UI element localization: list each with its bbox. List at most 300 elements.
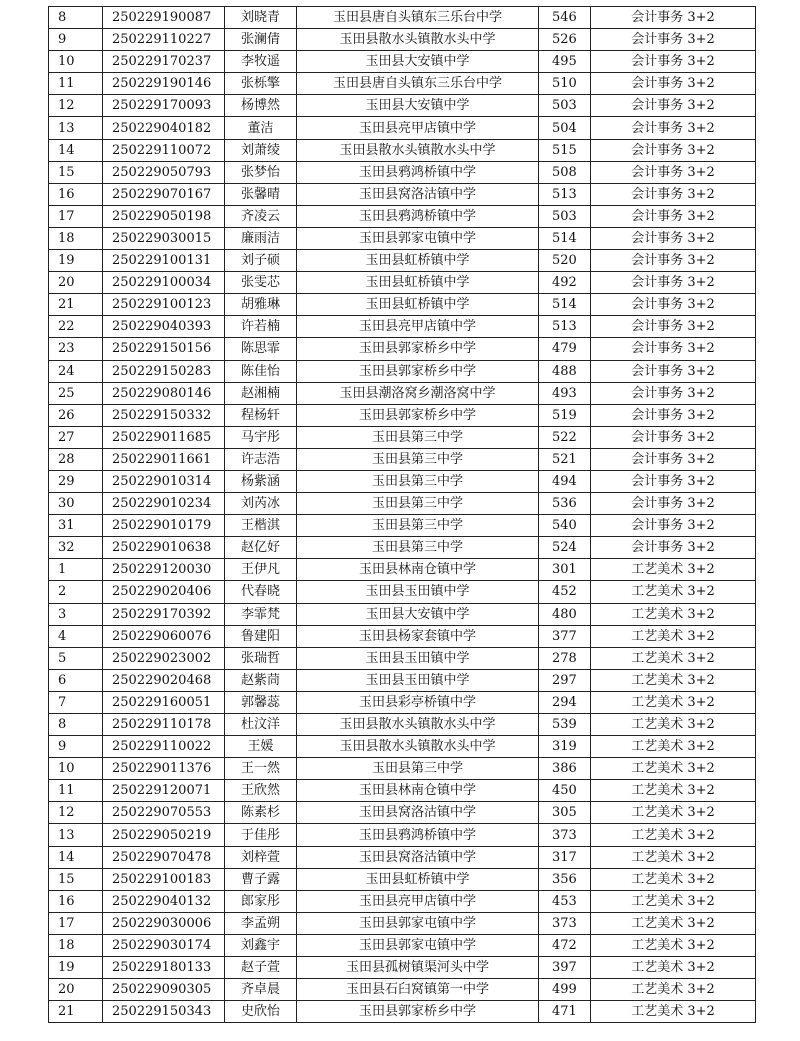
admission-table — [48, 6, 756, 1023]
exam-score-cell: 319 — [539, 736, 591, 758]
row-number-cell: 20 — [49, 272, 103, 294]
table-row — [49, 470, 756, 492]
student-id-cell: 250229110178 — [103, 714, 225, 736]
school-name-cell: 玉田县石臼窝镇第一中学 — [297, 979, 539, 1001]
major-program-cell: 工艺美术 3+2 — [591, 647, 756, 669]
row-number-cell: 4 — [49, 625, 103, 647]
student-name-cell: 齐凌云 — [225, 205, 297, 227]
exam-score-cell: 495 — [539, 51, 591, 73]
major-program-cell: 会计事务 3+2 — [591, 29, 756, 51]
major-program-cell: 会计事务 3+2 — [591, 161, 756, 183]
school-name-cell: 玉田县杨家套镇中学 — [297, 625, 539, 647]
major-program-cell: 会计事务 3+2 — [591, 515, 756, 537]
exam-score-cell: 504 — [539, 117, 591, 139]
student-id-cell: 250229023002 — [103, 647, 225, 669]
exam-score-cell: 479 — [539, 338, 591, 360]
student-id-cell: 250229030174 — [103, 934, 225, 956]
major-program-cell: 工艺美术 3+2 — [591, 868, 756, 890]
row-number-cell: 14 — [49, 846, 103, 868]
exam-score-cell: 514 — [539, 227, 591, 249]
row-number-cell: 32 — [49, 537, 103, 559]
exam-score-cell: 494 — [539, 470, 591, 492]
school-name-cell: 玉田县玉田镇中学 — [297, 669, 539, 691]
school-name-cell: 玉田县第三中学 — [297, 426, 539, 448]
exam-score-cell: 492 — [539, 272, 591, 294]
exam-score-cell: 499 — [539, 979, 591, 1001]
major-program-cell: 工艺美术 3+2 — [591, 559, 756, 581]
row-number-cell: 29 — [49, 470, 103, 492]
exam-score-cell: 373 — [539, 824, 591, 846]
table-row — [49, 824, 756, 846]
row-number-cell: 19 — [49, 957, 103, 979]
table-row — [49, 7, 756, 29]
table-row — [49, 912, 756, 934]
row-number-cell: 2 — [49, 581, 103, 603]
major-program-cell: 会计事务 3+2 — [591, 448, 756, 470]
exam-score-cell: 514 — [539, 294, 591, 316]
student-id-cell: 250229110022 — [103, 736, 225, 758]
student-id-cell: 250229030015 — [103, 227, 225, 249]
student-name-cell: 刘萧绫 — [225, 139, 297, 161]
student-name-cell: 张栎擎 — [225, 73, 297, 95]
major-program-cell: 工艺美术 3+2 — [591, 691, 756, 713]
student-name-cell: 赵子萱 — [225, 957, 297, 979]
table-row — [49, 647, 756, 669]
row-number-cell: 26 — [49, 404, 103, 426]
exam-score-cell: 526 — [539, 29, 591, 51]
table-row — [49, 73, 756, 95]
major-program-cell: 工艺美术 3+2 — [591, 780, 756, 802]
exam-score-cell: 519 — [539, 404, 591, 426]
student-name-cell: 李牧遥 — [225, 51, 297, 73]
school-name-cell: 玉田县散水头镇散水头中学 — [297, 736, 539, 758]
table-row — [49, 205, 756, 227]
student-id-cell: 250229040393 — [103, 316, 225, 338]
table-row — [49, 493, 756, 515]
student-id-cell: 250229150283 — [103, 360, 225, 382]
row-number-cell: 5 — [49, 647, 103, 669]
student-id-cell: 250229090305 — [103, 979, 225, 1001]
row-number-cell: 9 — [49, 29, 103, 51]
student-id-cell: 250229100123 — [103, 294, 225, 316]
student-name-cell: 刘梓萱 — [225, 846, 297, 868]
table-row — [49, 934, 756, 956]
row-number-cell: 14 — [49, 139, 103, 161]
student-name-cell: 刘鑫宇 — [225, 934, 297, 956]
school-name-cell: 玉田县第三中学 — [297, 448, 539, 470]
exam-score-cell: 503 — [539, 205, 591, 227]
major-program-cell: 会计事务 3+2 — [591, 250, 756, 272]
school-name-cell: 玉田县虹桥镇中学 — [297, 294, 539, 316]
student-id-cell: 250229180133 — [103, 957, 225, 979]
school-name-cell: 玉田县散水头镇散水头中学 — [297, 139, 539, 161]
major-program-cell: 会计事务 3+2 — [591, 404, 756, 426]
student-name-cell: 代春晓 — [225, 581, 297, 603]
row-number-cell: 17 — [49, 205, 103, 227]
student-id-cell: 250229170093 — [103, 95, 225, 117]
school-name-cell: 玉田县第三中学 — [297, 515, 539, 537]
school-name-cell: 玉田县窝洛沽镇中学 — [297, 802, 539, 824]
exam-score-cell: 513 — [539, 316, 591, 338]
table-row — [49, 448, 756, 470]
major-program-cell: 工艺美术 3+2 — [591, 736, 756, 758]
table-row — [49, 537, 756, 559]
school-name-cell: 玉田县鸦鸿桥镇中学 — [297, 824, 539, 846]
school-name-cell: 玉田县郭家桥乡中学 — [297, 338, 539, 360]
student-id-cell: 250229040182 — [103, 117, 225, 139]
row-number-cell: 11 — [49, 780, 103, 802]
major-program-cell: 工艺美术 3+2 — [591, 890, 756, 912]
exam-score-cell: 471 — [539, 1001, 591, 1023]
exam-score-cell: 472 — [539, 934, 591, 956]
student-id-cell: 250229010234 — [103, 493, 225, 515]
row-number-cell: 23 — [49, 338, 103, 360]
exam-score-cell: 453 — [539, 890, 591, 912]
major-program-cell: 会计事务 3+2 — [591, 537, 756, 559]
exam-score-cell: 294 — [539, 691, 591, 713]
exam-score-cell: 521 — [539, 448, 591, 470]
student-id-cell: 250229050793 — [103, 161, 225, 183]
student-name-cell: 曹子露 — [225, 868, 297, 890]
school-name-cell: 玉田县散水头镇散水头中学 — [297, 714, 539, 736]
table-row — [49, 780, 756, 802]
major-program-cell: 工艺美术 3+2 — [591, 714, 756, 736]
table-row — [49, 581, 756, 603]
student-name-cell: 马宇彤 — [225, 426, 297, 448]
row-number-cell: 17 — [49, 912, 103, 934]
row-number-cell: 16 — [49, 183, 103, 205]
school-name-cell: 玉田县鸦鸿桥镇中学 — [297, 161, 539, 183]
table-row — [49, 714, 756, 736]
student-id-cell: 250229070553 — [103, 802, 225, 824]
major-program-cell: 会计事务 3+2 — [591, 426, 756, 448]
major-program-cell: 会计事务 3+2 — [591, 382, 756, 404]
school-name-cell: 玉田县窝洛沽镇中学 — [297, 846, 539, 868]
table-row — [49, 404, 756, 426]
row-number-cell: 16 — [49, 890, 103, 912]
student-name-cell: 李孟朔 — [225, 912, 297, 934]
student-name-cell: 许志浩 — [225, 448, 297, 470]
exam-score-cell: 305 — [539, 802, 591, 824]
major-program-cell: 会计事务 3+2 — [591, 316, 756, 338]
table-row — [49, 382, 756, 404]
table-row — [49, 316, 756, 338]
student-id-cell: 250229011685 — [103, 426, 225, 448]
row-number-cell: 19 — [49, 250, 103, 272]
student-name-cell: 王媛 — [225, 736, 297, 758]
major-program-cell: 工艺美术 3+2 — [591, 957, 756, 979]
row-number-cell: 8 — [49, 714, 103, 736]
student-id-cell: 250229100131 — [103, 250, 225, 272]
student-id-cell: 250229190146 — [103, 73, 225, 95]
school-name-cell: 玉田县第三中学 — [297, 493, 539, 515]
table-row — [49, 691, 756, 713]
student-id-cell: 250229070478 — [103, 846, 225, 868]
row-number-cell: 20 — [49, 979, 103, 1001]
school-name-cell: 玉田县虹桥镇中学 — [297, 272, 539, 294]
student-name-cell: 董洁 — [225, 117, 297, 139]
row-number-cell: 28 — [49, 448, 103, 470]
exam-score-cell: 452 — [539, 581, 591, 603]
table-row — [49, 95, 756, 117]
row-number-cell: 27 — [49, 426, 103, 448]
major-program-cell: 会计事务 3+2 — [591, 338, 756, 360]
table-row — [49, 758, 756, 780]
exam-score-cell: 546 — [539, 7, 591, 29]
table-row — [49, 51, 756, 73]
school-name-cell: 玉田县玉田镇中学 — [297, 647, 539, 669]
exam-score-cell: 520 — [539, 250, 591, 272]
exam-score-cell: 356 — [539, 868, 591, 890]
exam-score-cell: 317 — [539, 846, 591, 868]
major-program-cell: 工艺美术 3+2 — [591, 1001, 756, 1023]
major-program-cell: 会计事务 3+2 — [591, 95, 756, 117]
major-program-cell: 会计事务 3+2 — [591, 205, 756, 227]
student-name-cell: 胡雅琳 — [225, 294, 297, 316]
table-row — [49, 183, 756, 205]
student-name-cell: 程杨轩 — [225, 404, 297, 426]
row-number-cell: 24 — [49, 360, 103, 382]
exam-score-cell: 386 — [539, 758, 591, 780]
exam-score-cell: 524 — [539, 537, 591, 559]
major-program-cell: 工艺美术 3+2 — [591, 758, 756, 780]
exam-score-cell: 510 — [539, 73, 591, 95]
student-id-cell: 250229060076 — [103, 625, 225, 647]
row-number-cell: 31 — [49, 515, 103, 537]
table-row — [49, 957, 756, 979]
student-name-cell: 张馨晴 — [225, 183, 297, 205]
student-name-cell: 赵湘楠 — [225, 382, 297, 404]
table-row — [49, 979, 756, 1001]
major-program-cell: 会计事务 3+2 — [591, 7, 756, 29]
row-number-cell: 1 — [49, 559, 103, 581]
student-id-cell: 250229120071 — [103, 780, 225, 802]
major-program-cell: 工艺美术 3+2 — [591, 625, 756, 647]
row-number-cell: 7 — [49, 691, 103, 713]
school-name-cell: 玉田县郭家屯镇中学 — [297, 912, 539, 934]
major-program-cell: 会计事务 3+2 — [591, 272, 756, 294]
row-number-cell: 11 — [49, 73, 103, 95]
student-id-cell: 250229170392 — [103, 603, 225, 625]
school-name-cell: 玉田县唐自头镇东三乐台中学 — [297, 7, 539, 29]
row-number-cell: 21 — [49, 1001, 103, 1023]
row-number-cell: 30 — [49, 493, 103, 515]
row-number-cell: 15 — [49, 161, 103, 183]
exam-score-cell: 493 — [539, 382, 591, 404]
major-program-cell: 工艺美术 3+2 — [591, 824, 756, 846]
table-row — [49, 625, 756, 647]
exam-score-cell: 522 — [539, 426, 591, 448]
exam-score-cell: 540 — [539, 515, 591, 537]
student-name-cell: 史欣怡 — [225, 1001, 297, 1023]
student-name-cell: 杨博然 — [225, 95, 297, 117]
student-id-cell: 250229110227 — [103, 29, 225, 51]
major-program-cell: 工艺美术 3+2 — [591, 669, 756, 691]
student-name-cell: 张澜倩 — [225, 29, 297, 51]
table-row — [49, 890, 756, 912]
table-row — [49, 250, 756, 272]
student-name-cell: 郎家彤 — [225, 890, 297, 912]
student-id-cell: 250229010638 — [103, 537, 225, 559]
major-program-cell: 会计事务 3+2 — [591, 294, 756, 316]
table-row — [49, 294, 756, 316]
school-name-cell: 玉田县大安镇中学 — [297, 603, 539, 625]
student-id-cell: 250229120030 — [103, 559, 225, 581]
exam-score-cell: 377 — [539, 625, 591, 647]
table-row — [49, 1001, 756, 1023]
table-row — [49, 227, 756, 249]
student-id-cell: 250229050219 — [103, 824, 225, 846]
exam-score-cell: 450 — [539, 780, 591, 802]
student-name-cell: 廉雨洁 — [225, 227, 297, 249]
student-id-cell: 250229110072 — [103, 139, 225, 161]
row-number-cell: 25 — [49, 382, 103, 404]
major-program-cell: 会计事务 3+2 — [591, 470, 756, 492]
student-id-cell: 250229170237 — [103, 51, 225, 73]
table-row — [49, 338, 756, 360]
major-program-cell: 工艺美术 3+2 — [591, 934, 756, 956]
exam-score-cell: 278 — [539, 647, 591, 669]
student-name-cell: 齐卓晨 — [225, 979, 297, 1001]
row-number-cell: 10 — [49, 51, 103, 73]
major-program-cell: 会计事务 3+2 — [591, 139, 756, 161]
major-program-cell: 工艺美术 3+2 — [591, 802, 756, 824]
school-name-cell: 玉田县郭家屯镇中学 — [297, 934, 539, 956]
major-program-cell: 会计事务 3+2 — [591, 227, 756, 249]
major-program-cell: 会计事务 3+2 — [591, 183, 756, 205]
student-id-cell: 250229190087 — [103, 7, 225, 29]
school-name-cell: 玉田县郭家桥乡中学 — [297, 1001, 539, 1023]
major-program-cell: 工艺美术 3+2 — [591, 912, 756, 934]
school-name-cell: 玉田县林南仓镇中学 — [297, 559, 539, 581]
table-row — [49, 515, 756, 537]
school-name-cell: 玉田县亮甲店镇中学 — [297, 316, 539, 338]
row-number-cell: 18 — [49, 227, 103, 249]
student-name-cell: 陈佳怡 — [225, 360, 297, 382]
row-number-cell: 15 — [49, 868, 103, 890]
exam-score-cell: 397 — [539, 957, 591, 979]
major-program-cell: 工艺美术 3+2 — [591, 603, 756, 625]
exam-score-cell: 488 — [539, 360, 591, 382]
student-id-cell: 250229010314 — [103, 470, 225, 492]
table-row — [49, 117, 756, 139]
row-number-cell: 22 — [49, 316, 103, 338]
student-name-cell: 刘芮冰 — [225, 493, 297, 515]
table-row — [49, 868, 756, 890]
admission-list-sheet — [48, 6, 755, 1023]
exam-score-cell: 536 — [539, 493, 591, 515]
exam-score-cell: 508 — [539, 161, 591, 183]
major-program-cell: 会计事务 3+2 — [591, 117, 756, 139]
student-id-cell: 250229160051 — [103, 691, 225, 713]
student-name-cell: 杨紫涵 — [225, 470, 297, 492]
row-number-cell: 3 — [49, 603, 103, 625]
exam-score-cell: 301 — [539, 559, 591, 581]
student-id-cell: 250229030006 — [103, 912, 225, 934]
student-name-cell: 许若楠 — [225, 316, 297, 338]
school-name-cell: 玉田县第三中学 — [297, 470, 539, 492]
table-row — [49, 139, 756, 161]
student-id-cell: 250229150156 — [103, 338, 225, 360]
student-name-cell: 于佳彤 — [225, 824, 297, 846]
student-name-cell: 张瑞哲 — [225, 647, 297, 669]
table-row — [49, 846, 756, 868]
major-program-cell: 会计事务 3+2 — [591, 493, 756, 515]
table-row — [49, 603, 756, 625]
student-name-cell: 张梦怡 — [225, 161, 297, 183]
exam-score-cell: 503 — [539, 95, 591, 117]
row-number-cell: 10 — [49, 758, 103, 780]
student-name-cell: 刘晓青 — [225, 7, 297, 29]
student-name-cell: 赵紫茼 — [225, 669, 297, 691]
student-name-cell: 鲁建阳 — [225, 625, 297, 647]
row-number-cell: 13 — [49, 824, 103, 846]
row-number-cell: 21 — [49, 294, 103, 316]
student-name-cell: 郭馨蕊 — [225, 691, 297, 713]
exam-score-cell: 297 — [539, 669, 591, 691]
table-row — [49, 802, 756, 824]
school-name-cell: 玉田县大安镇中学 — [297, 51, 539, 73]
school-name-cell: 玉田县郭家桥乡中学 — [297, 404, 539, 426]
school-name-cell: 玉田县亮甲店镇中学 — [297, 890, 539, 912]
student-name-cell: 王欣然 — [225, 780, 297, 802]
student-id-cell: 250229150332 — [103, 404, 225, 426]
student-id-cell: 250229080146 — [103, 382, 225, 404]
school-name-cell: 玉田县彩亭桥镇中学 — [297, 691, 539, 713]
school-name-cell: 玉田县孤树镇渠河头中学 — [297, 957, 539, 979]
row-number-cell: 9 — [49, 736, 103, 758]
school-name-cell: 玉田县第三中学 — [297, 758, 539, 780]
major-program-cell: 工艺美术 3+2 — [591, 581, 756, 603]
school-name-cell: 玉田县潮洛窝乡潮洛窝中学 — [297, 382, 539, 404]
student-id-cell: 250229020468 — [103, 669, 225, 691]
school-name-cell: 玉田县窝洛沽镇中学 — [297, 183, 539, 205]
student-id-cell: 250229150343 — [103, 1001, 225, 1023]
table-body — [49, 7, 756, 1023]
student-id-cell: 250229011661 — [103, 448, 225, 470]
student-name-cell: 王一然 — [225, 758, 297, 780]
student-name-cell: 杜汶洋 — [225, 714, 297, 736]
student-id-cell: 250229100183 — [103, 868, 225, 890]
student-id-cell: 250229010179 — [103, 515, 225, 537]
table-row — [49, 272, 756, 294]
student-name-cell: 张雯芯 — [225, 272, 297, 294]
student-name-cell: 刘子硕 — [225, 250, 297, 272]
school-name-cell: 玉田县第三中学 — [297, 537, 539, 559]
student-name-cell: 王楷淇 — [225, 515, 297, 537]
row-number-cell: 18 — [49, 934, 103, 956]
school-name-cell: 玉田县鸦鸿桥镇中学 — [297, 205, 539, 227]
student-id-cell: 250229020406 — [103, 581, 225, 603]
exam-score-cell: 539 — [539, 714, 591, 736]
table-row — [49, 559, 756, 581]
school-name-cell: 玉田县玉田镇中学 — [297, 581, 539, 603]
table-row — [49, 360, 756, 382]
school-name-cell: 玉田县郭家桥乡中学 — [297, 360, 539, 382]
table-row — [49, 669, 756, 691]
major-program-cell: 会计事务 3+2 — [591, 73, 756, 95]
table-row — [49, 161, 756, 183]
major-program-cell: 工艺美术 3+2 — [591, 846, 756, 868]
major-program-cell: 会计事务 3+2 — [591, 51, 756, 73]
school-name-cell: 玉田县散水头镇散水头中学 — [297, 29, 539, 51]
school-name-cell: 玉田县虹桥镇中学 — [297, 250, 539, 272]
student-name-cell: 陈思霏 — [225, 338, 297, 360]
student-name-cell: 陈素杉 — [225, 802, 297, 824]
row-number-cell: 6 — [49, 669, 103, 691]
exam-score-cell: 513 — [539, 183, 591, 205]
student-name-cell: 赵亿好 — [225, 537, 297, 559]
